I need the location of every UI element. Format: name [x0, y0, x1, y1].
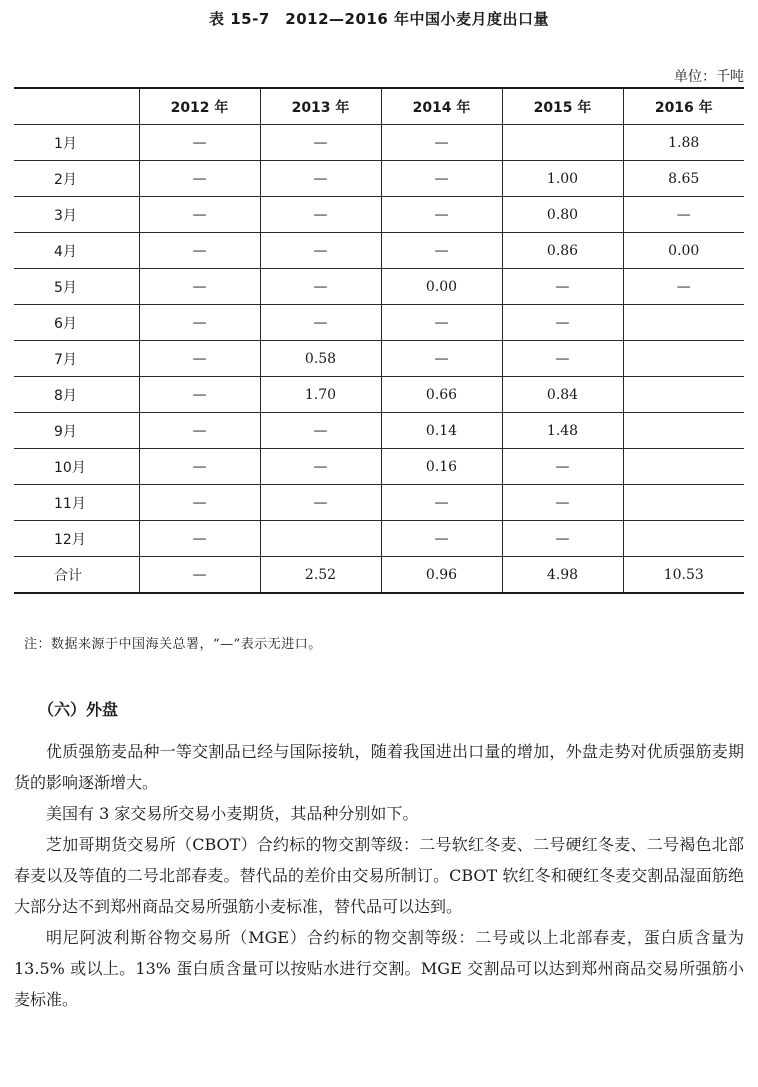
value-cell: —	[139, 125, 260, 161]
month-cell: 合计	[14, 557, 139, 594]
table-row	[14, 557, 744, 594]
value-cell	[260, 521, 381, 557]
value-cell: —	[381, 341, 502, 377]
value-cell: —	[623, 197, 744, 233]
value-cell	[623, 377, 744, 413]
value-cell: 0.16	[381, 449, 502, 485]
table-row	[14, 197, 744, 233]
value-cell: —	[260, 305, 381, 341]
table-header-row	[14, 88, 744, 125]
value-cell: —	[139, 269, 260, 305]
export-table	[14, 87, 744, 594]
value-cell: 0.80	[502, 197, 623, 233]
value-cell: —	[139, 449, 260, 485]
value-cell: —	[260, 485, 381, 521]
table-note: 注：数据来源于中国海关总署，“—”表示无进口。	[24, 637, 322, 652]
value-cell	[623, 521, 744, 557]
table-row	[14, 161, 744, 197]
value-cell: —	[502, 269, 623, 305]
value-cell: 0.00	[381, 269, 502, 305]
table-title: 表 15-7 2012—2016 年中国小麦月度出口量	[209, 10, 549, 28]
value-cell: 0.66	[381, 377, 502, 413]
value-cell: —	[502, 305, 623, 341]
header-cell: 2014 年	[381, 88, 502, 125]
value-cell: 1.70	[260, 377, 381, 413]
value-cell: 0.00	[623, 233, 744, 269]
value-cell: —	[502, 341, 623, 377]
header-cell: 2012 年	[139, 88, 260, 125]
table-row	[14, 377, 744, 413]
value-cell: 1.00	[502, 161, 623, 197]
value-cell	[502, 125, 623, 161]
value-cell: —	[139, 557, 260, 594]
table-row	[14, 485, 744, 521]
value-cell: 0.58	[260, 341, 381, 377]
value-cell: —	[260, 233, 381, 269]
table-row	[14, 125, 744, 161]
paragraph: 芝加哥期货交易所（CBOT）合约标的物交割等级：二号软红冬麦、二号硬红冬麦、二号褐色北部春麦以及等值的二号北部春麦。替代品的差价由交易所制订。CBOT 软红冬和硬红冬麦交割品湿面筋绝大部分达不到郑州商品交易所强筋小麦标准，替代品可以达到。	[14, 835, 744, 916]
table-row	[14, 449, 744, 485]
value-cell: —	[260, 125, 381, 161]
value-cell: —	[502, 449, 623, 485]
header-cell: 2013 年	[260, 88, 381, 125]
value-cell: —	[381, 125, 502, 161]
value-cell: —	[381, 521, 502, 557]
month-cell: 5月	[14, 269, 139, 305]
value-cell: 1.88	[623, 125, 744, 161]
value-cell: 0.86	[502, 233, 623, 269]
value-cell	[623, 413, 744, 449]
value-cell: —	[260, 413, 381, 449]
value-cell: —	[139, 305, 260, 341]
value-cell: —	[623, 269, 744, 305]
value-cell: —	[381, 161, 502, 197]
header-cell: 2015 年	[502, 88, 623, 125]
month-cell: 7月	[14, 341, 139, 377]
value-cell: —	[260, 161, 381, 197]
paragraph: 美国有 3 家交易所交易小麦期货，其品种分别如下。	[46, 804, 419, 823]
value-cell: 8.65	[623, 161, 744, 197]
table-row	[14, 233, 744, 269]
month-cell: 8月	[14, 377, 139, 413]
value-cell: 10.53	[623, 557, 744, 594]
value-cell	[623, 449, 744, 485]
value-cell: —	[260, 449, 381, 485]
month-cell: 6月	[14, 305, 139, 341]
value-cell: 4.98	[502, 557, 623, 594]
value-cell: 2.52	[260, 557, 381, 594]
value-cell: —	[139, 197, 260, 233]
table-row	[14, 413, 744, 449]
value-cell: —	[139, 521, 260, 557]
value-cell: —	[139, 377, 260, 413]
header-cell: 2016 年	[623, 88, 744, 125]
table-row	[14, 341, 744, 377]
value-cell	[623, 485, 744, 521]
table-row	[14, 521, 744, 557]
month-cell: 10月	[14, 449, 139, 485]
value-cell: —	[381, 485, 502, 521]
value-cell: 0.96	[381, 557, 502, 594]
value-cell: —	[139, 413, 260, 449]
month-cell: 4月	[14, 233, 139, 269]
month-cell: 11月	[14, 485, 139, 521]
value-cell	[623, 341, 744, 377]
value-cell: —	[381, 233, 502, 269]
value-cell: —	[139, 485, 260, 521]
value-cell	[623, 305, 744, 341]
section-heading: （六）外盘	[38, 700, 119, 719]
value-cell: 1.48	[502, 413, 623, 449]
value-cell: —	[502, 521, 623, 557]
value-cell: —	[381, 197, 502, 233]
value-cell: —	[139, 341, 260, 377]
header-cell	[14, 88, 139, 125]
paragraph: 明尼阿波利斯谷物交易所（MGE）合约标的物交割等级：二号或以上北部春麦，蛋白质含量为 13.5% 或以上。13% 蛋白质含量可以按贴水进行交割。MGE 交割品可以达到郑州商品交易所强筋小麦标准。	[14, 928, 744, 1009]
value-cell: —	[502, 485, 623, 521]
paragraph: 优质强筋麦品种一等交割品已经与国际接轨，随着我国进出口量的增加，外盘走势对优质强筋麦期货的影响逐渐增大。	[14, 742, 744, 792]
value-cell: —	[260, 269, 381, 305]
month-cell: 12月	[14, 521, 139, 557]
table-row	[14, 269, 744, 305]
value-cell: —	[139, 233, 260, 269]
month-cell: 1月	[14, 125, 139, 161]
month-cell: 9月	[14, 413, 139, 449]
body-text	[14, 736, 744, 1015]
value-cell: —	[260, 197, 381, 233]
value-cell: —	[139, 161, 260, 197]
value-cell: —	[381, 305, 502, 341]
table-row	[14, 305, 744, 341]
month-cell: 3月	[14, 197, 139, 233]
value-cell: 0.14	[381, 413, 502, 449]
month-cell: 2月	[14, 161, 139, 197]
value-cell: 0.84	[502, 377, 623, 413]
unit-label: 单位：千吨	[674, 69, 744, 85]
